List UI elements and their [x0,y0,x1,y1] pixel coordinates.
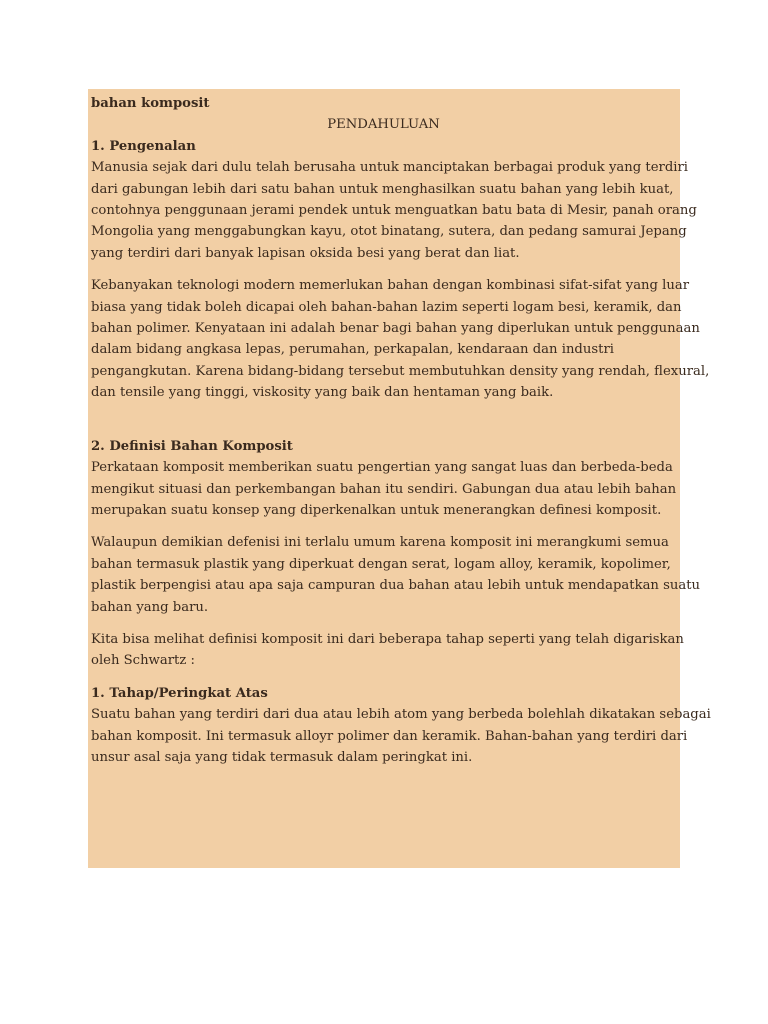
paragraph-line: biasa yang tidak boleh dicapai oleh bahan-bahan lazim seperti logam besi, keramik, dan [91,299,682,315]
paragraph-line: merupakan suatu konsep yang diperkenalkan untuk menerangkan definesi komposit. [91,502,662,518]
paragraph-line: dari gabungan lebih dari satu bahan untuk menghasilkan suatu bahan yang lebih kuat, [91,181,674,197]
paragraph-gap [91,618,676,629]
paragraph-line: contohnya penggunaan jerami pendek untuk menguatkan batu bata di Mesir, panah orang [91,203,697,219]
paragraph-6 [91,704,711,768]
section-heading-pengenalan: 1. Pengenalan [91,138,196,154]
paragraph-line: Kebanyakan teknologi modern memerlukan bahan dengan kombinasi sifat-sifat yang luar [91,278,690,294]
paragraph-line: bahan termasuk plastik yang diperkuat dengan serat, logam alloy, keramik, kopolimer, [91,556,671,572]
paragraph-line: Mongolia yang menggabungkan kayu, otot binatang, sutera, dan pedang samurai Jepang [91,224,687,240]
paragraph-line: unsur asal saja yang tidak termasuk dalam peringkat ini. [91,749,473,765]
paragraph-4 [91,532,701,618]
paragraph-3 [91,457,676,521]
paragraph-line: oleh Schwartz : [91,653,195,669]
document-title: bahan komposit [91,96,210,111]
section-heading-tahap-atas: 1. Tahap/Peringkat Atas [91,685,268,701]
paragraph-line: plastik berpengisi atau apa saja campuran dua bahan atau lebih untuk mendapatkan suatu [91,578,701,594]
paragraph-line: bahan polimer. Kenyataan ini adalah benar bagi bahan yang diperlukan untuk penggunaan [91,321,700,337]
paragraph-line: dalam bidang angkasa lepas, perumahan, perkapalan, kendaraan dan industri [91,342,614,358]
paragraph-5 [91,629,684,672]
paragraph-2 [91,275,710,403]
paragraph-line: Suatu bahan yang terdiri dari dua atau lebih atom yang berbeda bolehlah dikatakan sebagai [91,707,711,723]
paragraph-line: yang terdiri dari banyak lapisan oksida besi yang berat dan liat. [91,245,520,261]
section-heading-pendahuluan: PENDAHULUAN [327,117,440,133]
paragraph-line: mengikut situasi dan perkembangan bahan itu sendiri. Gabungan dua atau lebih bahan [91,481,677,497]
paragraph-line: Kita bisa melihat definisi komposit ini dari beberapa tahap seperti yang telah digariskan [91,631,684,647]
paragraph-line: bahan komposit. Ini termasuk alloyr polimer dan keramik. Bahan-bahan yang terdiri dari [91,728,688,744]
paragraph-gap [91,521,676,532]
section-gap [91,404,676,436]
paragraph-line: Walaupun demikian defenisi ini terlalu umum karena komposit ini merangkumi semua [91,535,669,551]
paragraph-line: Manusia sejak dari dulu telah berusaha untuk manciptakan berbagai produk yang terdiri [91,160,689,176]
section-heading-definisi: 2. Definisi Bahan Komposit [91,438,293,454]
paragraph-line: dan tensile yang tinggi, viskosity yang baik dan hentaman yang baik. [91,385,554,401]
paragraph-gap [91,264,676,275]
paragraph-line: pengangkutan. Karena bidang-bidang tersebut membutuhkan density yang rendah, flexural, [91,363,710,379]
document-panel [88,89,711,868]
paragraph-line: bahan yang baru. [91,599,209,615]
paragraph-1 [91,157,697,264]
paragraph-line: Perkataan komposit memberikan suatu pengertian yang sangat luas dan berbeda-beda [91,460,673,476]
paragraph-gap [91,672,676,683]
